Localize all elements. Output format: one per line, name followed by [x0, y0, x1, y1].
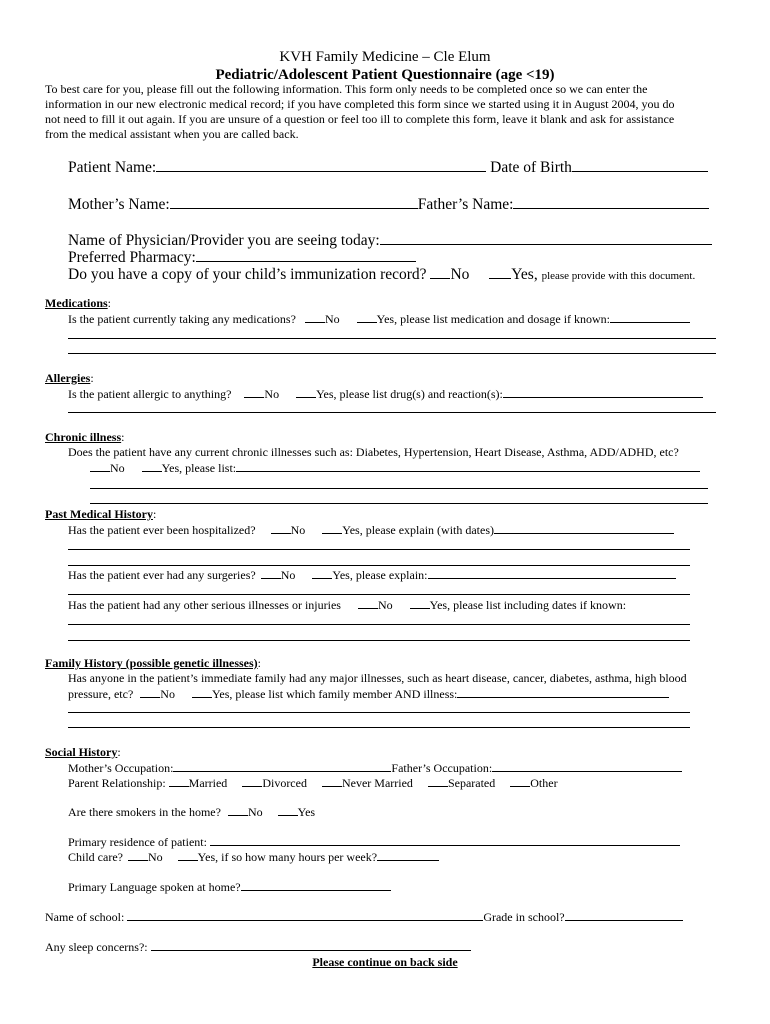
immunization-no-label: No: [450, 266, 470, 283]
surgeries-yes-blank[interactable]: [312, 567, 332, 579]
childcare-yes-label: Yes, if so how many hours per week?: [197, 850, 378, 864]
medications-question: Is the patient currently taking any medications?: [68, 312, 296, 326]
family-history-question-cont: pressure, etc?: [68, 687, 134, 701]
surgeries-field[interactable]: [428, 567, 676, 579]
immunization-question: Do you have a copy of your child’s immunization record?: [68, 266, 427, 283]
smokers-no-blank[interactable]: [228, 804, 248, 816]
hospitalized-yes-label: Yes, please explain (with dates): [342, 523, 495, 537]
medications-yes-label: Yes, please list medication and dosage if known:: [376, 312, 611, 326]
intro-line-2: information in our new electronic medical record; if you have completed this form since we started using it in August 2004, you do: [45, 97, 675, 111]
hospitalized-line-1[interactable]: [68, 549, 690, 550]
illness-no-blank[interactable]: [358, 597, 378, 609]
residence-label: Primary residence of patient:: [68, 835, 207, 849]
continue-note: Please continue on back side: [312, 955, 458, 969]
rel-divorced-blank[interactable]: [242, 775, 262, 787]
immunization-yes-label: Yes,: [511, 266, 538, 283]
family-history-question: Has anyone in the patient’s immediate family had any major illnesses, such as heart disease, cancer, diabetes, asthma, high blood: [68, 671, 687, 685]
smokers-no-label: No: [247, 805, 263, 819]
school-name-label: Name of school:: [45, 910, 125, 924]
mother-name-label: Mother’s Name:: [68, 196, 170, 213]
medications-no-blank[interactable]: [305, 311, 325, 323]
mother-occupation-field[interactable]: [173, 760, 391, 772]
smokers-question: Are there smokers in the home?: [68, 805, 221, 819]
surgeries-line-1[interactable]: [68, 594, 690, 595]
chronic-no-blank[interactable]: [90, 460, 110, 472]
rel-divorced-label: Divorced: [262, 776, 307, 790]
smokers-yes-label: Yes: [297, 805, 316, 819]
hospitalized-line-2[interactable]: [68, 565, 690, 566]
childcare-no-label: No: [147, 850, 163, 864]
illness-yes-blank[interactable]: [410, 597, 430, 609]
chronic-yes-blank[interactable]: [142, 460, 162, 472]
hospitalized-no-blank[interactable]: [271, 522, 291, 534]
rel-other-blank[interactable]: [510, 775, 530, 787]
family-list-field[interactable]: [457, 686, 669, 698]
grade-field[interactable]: [565, 909, 683, 921]
social-history-heading: Social History: [45, 745, 118, 759]
immunization-note: please provide with this document.: [541, 270, 696, 282]
rel-separated-blank[interactable]: [428, 775, 448, 787]
surgeries-no-label: No: [280, 568, 296, 582]
chronic-list-field[interactable]: [236, 460, 700, 472]
language-label: Primary Language spoken at home?: [68, 880, 241, 894]
surgeries-question: Has the patient ever had any surgeries?: [68, 568, 256, 582]
medications-line-1[interactable]: [68, 338, 716, 339]
allergies-list-field[interactable]: [503, 386, 703, 398]
childcare-yes-blank[interactable]: [178, 849, 198, 861]
father-occupation-label: Father’s Occupation:: [391, 761, 493, 775]
chronic-no-label: No: [110, 461, 125, 475]
allergies-no-label: No: [264, 387, 280, 401]
medications-yes-blank[interactable]: [357, 311, 377, 323]
hospitalized-field[interactable]: [494, 522, 674, 534]
language-field[interactable]: [241, 879, 391, 891]
hospitalized-yes-blank[interactable]: [322, 522, 342, 534]
past-history-heading: Past Medical History: [45, 507, 153, 521]
dob-field[interactable]: [572, 157, 708, 172]
pharmacy-label: Preferred Pharmacy:: [68, 249, 196, 266]
patient-name-field[interactable]: [156, 157, 486, 172]
hospitalized-no-label: No: [290, 523, 306, 537]
rel-separated-label: Separated: [447, 776, 496, 790]
immunization-yes-blank[interactable]: [489, 264, 511, 279]
clinic-name: KVH Family Medicine – Cle Elum: [279, 49, 491, 65]
rel-married-blank[interactable]: [169, 775, 189, 787]
allergies-yes-label: Yes, please list drug(s) and reaction(s):: [316, 387, 503, 401]
family-line-2[interactable]: [68, 727, 690, 728]
pharmacy-field[interactable]: [196, 247, 416, 262]
residence-field[interactable]: [210, 834, 680, 846]
mother-occupation-label: Mother’s Occupation:: [68, 761, 174, 775]
rel-never-married-blank[interactable]: [322, 775, 342, 787]
medications-line-2[interactable]: [68, 353, 716, 354]
illness-line-1[interactable]: [68, 624, 690, 625]
allergies-no-blank[interactable]: [244, 386, 264, 398]
form-title: Pediatric/Adolescent Patient Questionnaire (age <19): [215, 67, 555, 83]
intro-line-4: from the medical assistant when you are called back.: [45, 127, 299, 141]
family-yes-blank[interactable]: [192, 686, 212, 698]
intro-line-3: not need to fill it out again. If you are unsure of a question or feel too ill to complete this form, leave it blank and ask for assistance: [45, 112, 675, 126]
dob-label: Date of Birth: [490, 159, 572, 176]
school-name-field[interactable]: [127, 909, 483, 921]
family-no-label: No: [160, 687, 175, 701]
surgeries-no-blank[interactable]: [261, 567, 281, 579]
medications-heading: Medications: [45, 296, 108, 310]
family-no-blank[interactable]: [140, 686, 160, 698]
hospitalized-question: Has the patient ever been hospitalized?: [68, 523, 256, 537]
father-name-label: Father’s Name:: [417, 196, 514, 213]
patient-name-label: Patient Name:: [68, 159, 157, 176]
sleep-label: Any sleep concerns?:: [45, 940, 148, 954]
rel-other-label: Other: [530, 776, 558, 790]
rel-never-married-label: Never Married: [341, 776, 413, 790]
mother-name-field[interactable]: [170, 194, 418, 209]
illness-line-2[interactable]: [68, 640, 690, 641]
childcare-no-blank[interactable]: [128, 849, 148, 861]
immunization-no-blank[interactable]: [430, 264, 450, 279]
chronic-yes-label: Yes, please list:: [161, 461, 237, 475]
chronic-heading: Chronic illness: [45, 430, 122, 444]
allergies-question: Is the patient allergic to anything?: [68, 387, 232, 401]
illness-yes-label: Yes, please list including dates if known:: [429, 598, 627, 612]
surgeries-yes-label: Yes, please explain:: [332, 568, 428, 582]
illness-question: Has the patient had any other serious illnesses or injuries: [68, 598, 341, 612]
allergies-yes-blank[interactable]: [296, 386, 316, 398]
physician-field[interactable]: [380, 230, 712, 245]
illness-no-label: No: [377, 598, 393, 612]
rel-married-label: Married: [188, 776, 228, 790]
grade-label: Grade in school?: [483, 910, 565, 924]
childcare-hours-field[interactable]: [377, 849, 439, 861]
physician-label: Name of Physician/Provider you are seeing today:: [68, 232, 380, 249]
family-history-heading: Family History (possible genetic illnesses): [45, 656, 258, 670]
chronic-line-1[interactable]: [90, 488, 708, 489]
parent-relationship-label: Parent Relationship:: [68, 776, 166, 790]
medications-no-label: No: [324, 312, 340, 326]
sleep-field[interactable]: [151, 939, 471, 951]
father-occupation-field[interactable]: [492, 760, 682, 772]
allergies-line-1[interactable]: [68, 412, 716, 413]
smokers-yes-blank[interactable]: [278, 804, 298, 816]
medications-list-field[interactable]: [610, 311, 690, 323]
intro-line-1: To best care for you, please fill out the following information. This form only needs to be completed once so we can enter the: [45, 82, 648, 96]
father-name-field[interactable]: [513, 194, 709, 209]
chronic-line-2[interactable]: [90, 503, 708, 504]
chronic-question: Does the patient have any current chronic illnesses such as: Diabetes, Hypertension, Heart Disease, Asthma, ADD/ADHD, etc?: [68, 445, 679, 459]
allergies-heading: Allergies: [45, 371, 91, 385]
family-line-1[interactable]: [68, 712, 690, 713]
family-yes-label: Yes, please list which family member AND illness:: [211, 687, 458, 701]
childcare-question: Child care?: [68, 850, 123, 864]
